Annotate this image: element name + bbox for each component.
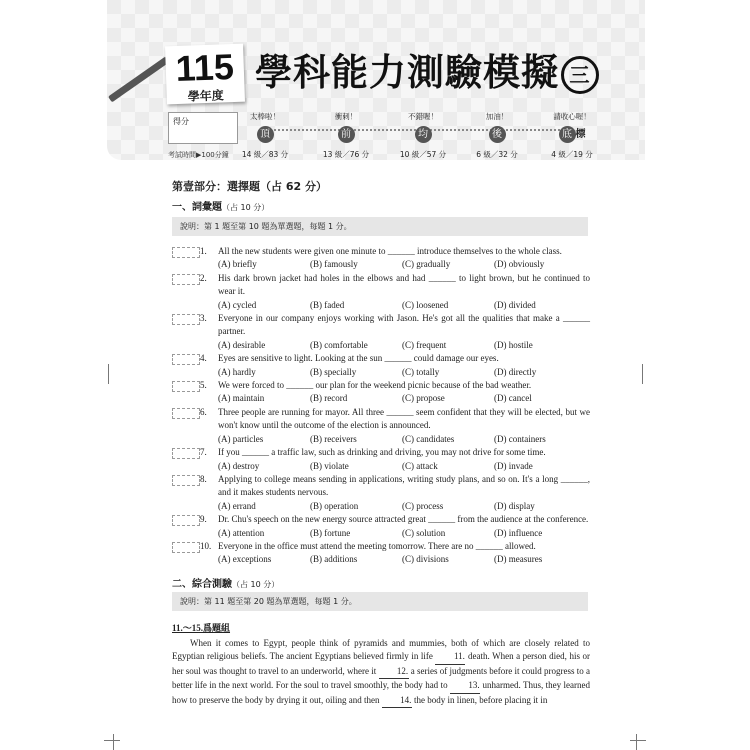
answer-box[interactable] bbox=[172, 381, 200, 392]
question-item bbox=[172, 473, 590, 513]
time-note: 考試時間▶100分鐘 bbox=[168, 151, 229, 159]
answer-box[interactable] bbox=[172, 515, 200, 526]
answer-box[interactable] bbox=[172, 314, 200, 325]
level-count: 6 級／32 分 bbox=[476, 150, 518, 159]
option[interactable]: (C) totally bbox=[402, 366, 440, 377]
passage bbox=[172, 637, 590, 708]
question-item bbox=[172, 513, 590, 540]
options-row bbox=[218, 433, 590, 446]
answer-box[interactable] bbox=[172, 408, 200, 419]
option[interactable]: (D) obviously bbox=[494, 259, 545, 270]
option[interactable]: (A) attention bbox=[218, 527, 265, 538]
option[interactable]: (D) invade bbox=[494, 460, 533, 471]
level-exclaim: 加油！ bbox=[485, 112, 509, 121]
option[interactable]: (D) measures bbox=[494, 554, 543, 565]
options-row bbox=[218, 553, 590, 566]
crop-mark bbox=[104, 740, 120, 741]
question-text: Everyone in our company enjoys working with Jason. He's got all the qualities that make a ______ partner. bbox=[218, 313, 590, 337]
answer-box[interactable] bbox=[172, 247, 200, 258]
level-exclaim: 太棒啦！ bbox=[250, 112, 280, 121]
answer-box[interactable] bbox=[172, 475, 200, 486]
question-item bbox=[172, 245, 590, 272]
option[interactable]: (A) desirable bbox=[218, 339, 266, 350]
title-number: 三 bbox=[561, 56, 599, 94]
option[interactable]: (D) influence bbox=[494, 527, 543, 538]
blank-13: 13. bbox=[450, 679, 480, 693]
option[interactable]: (C) solution bbox=[402, 527, 446, 538]
option[interactable]: (C) loosened bbox=[402, 299, 449, 310]
options-row bbox=[218, 299, 590, 312]
question-text: Everyone in the office must attend the meeting tomorrow. There are no ______ allowed. bbox=[218, 540, 536, 551]
question-text: Three people are running for mayor. All three ______ seem confident that they will be elected, but we won't know until the outcome of the election is announced. bbox=[218, 406, 590, 431]
level-avg bbox=[383, 111, 463, 160]
option[interactable]: (D) hostile bbox=[494, 339, 533, 350]
blank-12: 12. bbox=[379, 665, 409, 679]
question-text: Eyes are sensitive to light. Looking at the sun ______ could damage our eyes. bbox=[218, 353, 499, 364]
level-badge: 均 bbox=[415, 126, 432, 143]
option[interactable]: (D) containers bbox=[494, 433, 546, 444]
option[interactable]: (A) maintain bbox=[218, 393, 265, 404]
crop-mark bbox=[642, 364, 643, 384]
option[interactable]: (D) display bbox=[494, 500, 535, 511]
question-item bbox=[172, 379, 590, 406]
year-number: 115 bbox=[175, 46, 235, 90]
section2-heading bbox=[172, 575, 279, 590]
blank-11: 11. bbox=[435, 650, 465, 664]
option[interactable]: (C) attack bbox=[402, 460, 438, 471]
question-number: 4. bbox=[200, 353, 207, 364]
option[interactable]: (B) comfortable bbox=[310, 339, 368, 350]
section1-points: （占 10 分） bbox=[222, 203, 270, 212]
level-badge: 頂 bbox=[257, 126, 274, 143]
options-row bbox=[218, 500, 590, 513]
question-text: All the new students were given one minute to ______ introduce themselves to the whole class. bbox=[218, 246, 562, 256]
section1-instruction: 說明：第 1 題至第 10 題為單選題，每題 1 分。 bbox=[172, 217, 588, 236]
passage-text: a series of judgments before it could progress to a better life in the next world. For the soul to travel smoothly, the body had to bbox=[172, 665, 591, 691]
option[interactable]: (A) briefly bbox=[218, 259, 257, 270]
question-text: His dark brown jacket had holes in the elbows and had ______ to light brown, but he continued to wear it. bbox=[218, 272, 590, 297]
level-badge: 前 bbox=[338, 126, 355, 143]
passage-text: the body in linen, before placing it in bbox=[413, 694, 548, 705]
year-card bbox=[165, 44, 245, 105]
options-row bbox=[218, 339, 590, 352]
year-label: 學年度 bbox=[187, 88, 225, 104]
question-text: We were forced to ______ our plan for the weekend picnic because of the bad weather. bbox=[218, 380, 532, 391]
passage-text: death. When a person died, his or her soul was thought to travel to an underworld, where it bbox=[172, 651, 591, 676]
question-item bbox=[172, 312, 590, 352]
question-item bbox=[172, 352, 590, 379]
question-number: 5. bbox=[200, 380, 207, 391]
question-text: Applying to college means sending in applications, writing study plans, and so on. It's a long ______, and it makes students nervous. bbox=[218, 473, 590, 498]
level-exclaim: 衝刺！ bbox=[334, 112, 358, 121]
question-item bbox=[172, 446, 590, 473]
question-number: 2. bbox=[200, 272, 207, 283]
option[interactable]: (B) record bbox=[310, 393, 348, 404]
level-count: 10 級／57 分 bbox=[399, 150, 447, 159]
options-row bbox=[218, 460, 590, 473]
crop-mark bbox=[113, 734, 114, 750]
level-count: 13 級／76 分 bbox=[322, 150, 370, 159]
passage-text: unharmed. Thus, they learned how to preserve the body by drying it out, oiling and then bbox=[172, 680, 591, 705]
question-number: 10. bbox=[200, 540, 212, 551]
question-number: 3. bbox=[200, 313, 207, 324]
question-number: 6. bbox=[200, 406, 207, 417]
answer-box[interactable] bbox=[172, 274, 200, 285]
option[interactable]: (A) particles bbox=[218, 433, 264, 444]
option[interactable]: (B) operation bbox=[310, 500, 359, 511]
options-row bbox=[218, 258, 590, 271]
level-tail: 標 bbox=[575, 129, 586, 140]
section1-title: 一、詞彙題 bbox=[172, 202, 222, 213]
option[interactable]: (B) violate bbox=[310, 460, 349, 471]
option[interactable]: (C) gradually bbox=[402, 259, 451, 270]
option[interactable]: (C) candidates bbox=[402, 433, 455, 444]
question-item bbox=[172, 406, 590, 446]
question-item bbox=[172, 272, 590, 312]
option[interactable]: (B) specially bbox=[310, 366, 357, 377]
question-number: 7. bbox=[200, 447, 207, 458]
question-number: 1. bbox=[200, 246, 207, 256]
question-list bbox=[172, 245, 590, 567]
level-badge: 後 bbox=[489, 126, 506, 143]
options-row bbox=[218, 527, 590, 540]
option[interactable]: (C) propose bbox=[402, 393, 445, 404]
option[interactable]: (D) divided bbox=[494, 299, 536, 310]
question-number: 9. bbox=[200, 514, 207, 525]
level-top bbox=[225, 111, 305, 160]
option[interactable]: (A) destroy bbox=[218, 460, 260, 471]
option[interactable]: (C) frequent bbox=[402, 339, 447, 350]
level-count: 4 級／19 分 bbox=[551, 150, 593, 159]
option[interactable]: (B) receivers bbox=[310, 433, 357, 444]
crop-mark bbox=[630, 740, 646, 741]
group-title: 11.～15.爲題組 bbox=[172, 623, 231, 633]
passage-text: When it comes to Egypt, people think of pyramids and mummies, both of which are closely related to Egyptian religious beliefs. The ancient Egyptians believed firmly in life bbox=[172, 638, 590, 662]
level-back bbox=[457, 111, 537, 160]
title-text: 學科能力測驗模擬 bbox=[255, 51, 559, 94]
crop-mark bbox=[108, 364, 109, 384]
answer-box[interactable] bbox=[172, 448, 200, 459]
question-text: Dr. Chu's speech on the new energy source attracted great ______ from the audience at the conference. bbox=[218, 514, 589, 525]
option[interactable]: (D) directly bbox=[494, 366, 537, 377]
section2-instruction: 說明：第 11 題至第 20 題為單選題，每題 1 分。 bbox=[172, 592, 588, 611]
answer-box[interactable] bbox=[172, 354, 200, 365]
section2-points: （占 10 分） bbox=[232, 580, 280, 589]
level-badge: 底 bbox=[559, 126, 576, 143]
option[interactable]: (C) process bbox=[402, 500, 444, 511]
question-text: If you ______ a traffic law, such as drinking and driving, you may not drive for some time. bbox=[218, 447, 546, 458]
option[interactable]: (B) additions bbox=[310, 554, 358, 565]
score-label: 得分 bbox=[173, 117, 189, 126]
option[interactable]: (C) divisions bbox=[402, 554, 449, 565]
answer-box[interactable] bbox=[172, 542, 200, 553]
option[interactable]: (A) errand bbox=[218, 500, 256, 511]
option[interactable]: (B) fortune bbox=[310, 527, 351, 538]
blank-14: 14. bbox=[382, 694, 412, 708]
question-number: 8. bbox=[200, 473, 207, 484]
level-exclaim: 不錯喔！ bbox=[408, 112, 438, 121]
crop-mark bbox=[636, 734, 637, 750]
option[interactable]: (B) faded bbox=[310, 299, 345, 310]
part-heading: 第壹部分：選擇題（占 62 分） bbox=[172, 180, 327, 193]
option[interactable]: (A) hardly bbox=[218, 366, 256, 377]
section1-heading bbox=[172, 198, 269, 213]
option[interactable]: (D) cancel bbox=[494, 393, 532, 404]
level-bottom bbox=[532, 111, 612, 160]
options-row bbox=[218, 392, 590, 405]
level-exclaim: 請收心喔！ bbox=[553, 112, 591, 121]
option[interactable]: (B) famously bbox=[310, 259, 358, 270]
options-row bbox=[218, 366, 590, 379]
level-front bbox=[306, 111, 386, 160]
section2-title: 二、綜合測驗 bbox=[172, 579, 232, 590]
option[interactable]: (A) cycled bbox=[218, 299, 257, 310]
question-item bbox=[172, 540, 590, 567]
page-title bbox=[255, 42, 599, 96]
level-count: 14 級／83 分 bbox=[241, 150, 289, 159]
option[interactable]: (A) exceptions bbox=[218, 554, 272, 565]
